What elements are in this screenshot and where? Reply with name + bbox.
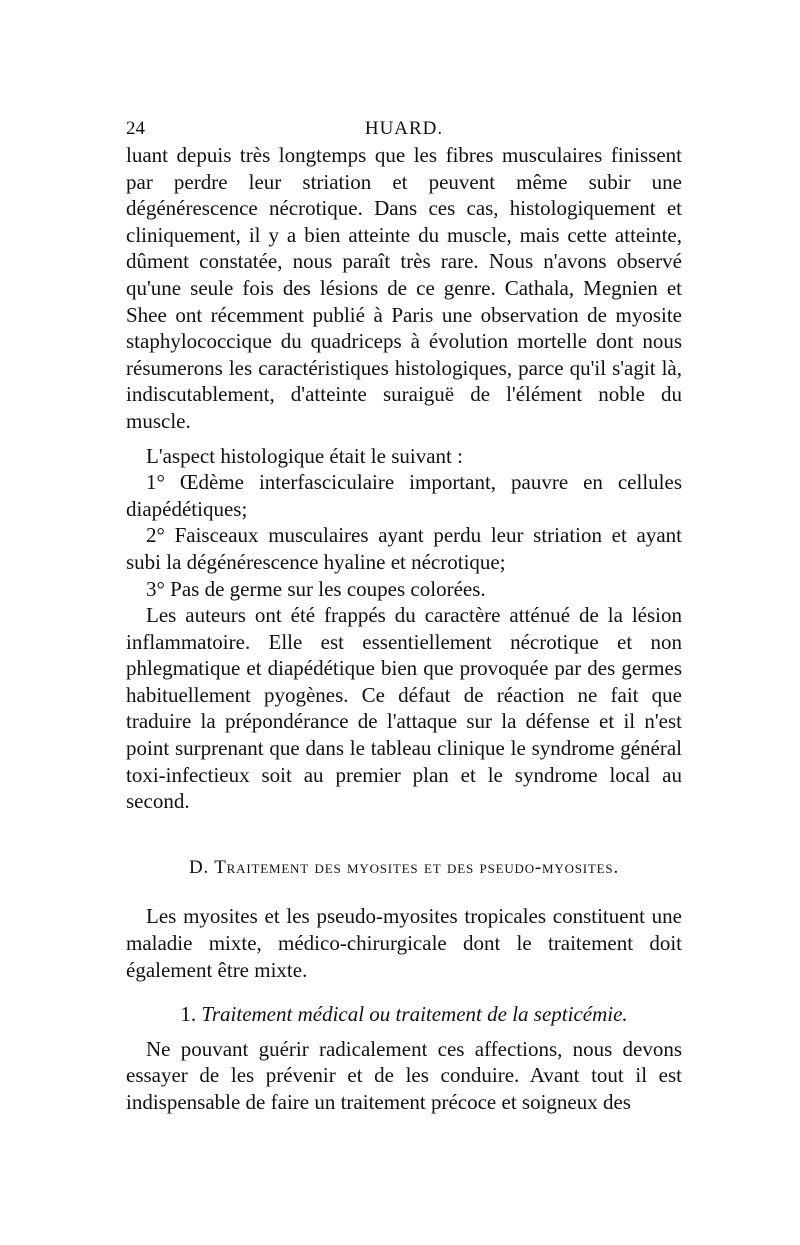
running-title: HUARD.: [364, 118, 444, 139]
subsection-number: 1.: [180, 1002, 197, 1027]
body-text: [126, 142, 682, 1116]
book-page: [126, 112, 682, 1116]
paragraph-authors: Les auteurs ont été frappés du caractère atténué de la lésion inflammatoire. Elle est essentiellement nécrotique et non phlegmatique et diapédétique bien que provoquée par des germes habituellement pyogènes. Ce défaut de réaction ne fait que traduire la prépondérance de l'attaque sur la défense et il n'est point surprenant que dans le tableau clinique le syndrome général toxi-infectieux soit au premier plan et le syndrome local au second.: [126, 603, 682, 814]
paragraph-section-intro: Les myosites et les pseudo-myosites tropicales constituent une maladie mixte, médico-chirurgicale dont le traitement doit également être mixte.: [126, 904, 682, 982]
page-header: [126, 112, 682, 142]
paragraph-histology-intro: L'aspect histologique était le suivant :: [146, 443, 463, 468]
paragraph-subsection: Ne pouvant guérir radicalement ces affections, nous devons essayer de les prévenir et de les conduire. Avant tout il est indispensable de faire un traitement précoce et soigneux des: [126, 1036, 682, 1114]
subsection-heading: [126, 1001, 682, 1028]
paragraph-continuation: luant depuis très longtemps que les fibres musculaires finissent par perdre leur striation et peuvent même subir une dégénérescence nécrotique. Dans ces cas, histologiquement et cliniquement, il y a bien atteinte du muscle, mais cette atteinte, dûment constatée, nous paraît très rare. Nous n'avons observé qu'une seule fois des lésions de ce genre. Cathala, Megnien et Shee ont récemment publié à Paris une observation de myosite staphylococcique du quadriceps à évolution mortelle dont nous résumerons les caractéristiques histologiques, parce qu'il s'agit là, indiscutablement, d'atteinte suraiguë de l'élément noble du muscle.: [126, 143, 682, 433]
section-heading: D. Traitement des myosites et des pseudo-myosites.: [189, 856, 619, 878]
list-item-2: 2° Faisceaux musculaires ayant perdu leur striation et ayant subi la dégénérescence hyaline et nécrotique;: [126, 523, 682, 574]
list-item-3: 3° Pas de germe sur les coupes colorées.: [146, 576, 486, 601]
list-item-1: 1° Œdème interfasciculaire important, pauvre en cellules diapédétiques;: [126, 470, 682, 521]
subsection-title: Traitement médical ou traitement de la septicémie.: [201, 1002, 628, 1027]
page-number: 24: [126, 118, 145, 139]
